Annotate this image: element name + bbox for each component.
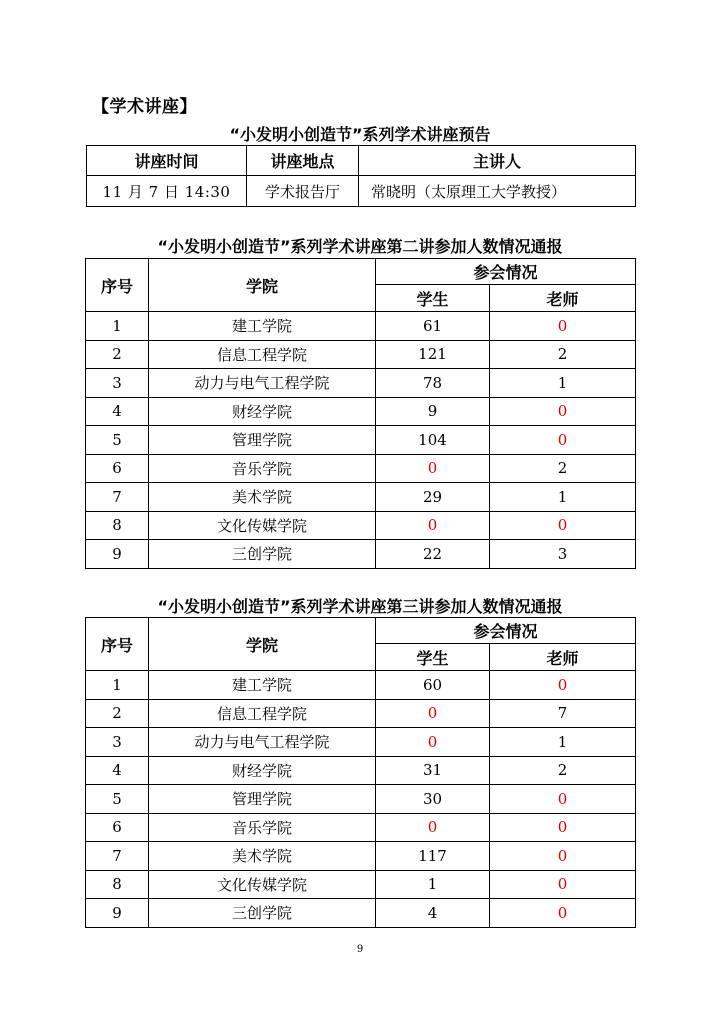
teacher-count: 0 (490, 785, 636, 814)
header-college: 学院 (149, 259, 376, 312)
table-row (86, 813, 636, 842)
table-row (86, 756, 636, 785)
teacher-count: 0 (490, 870, 636, 899)
page-number: 9 (356, 944, 364, 955)
student-count: 31 (376, 756, 490, 785)
student-count: 9 (376, 397, 490, 426)
table-row (86, 728, 636, 757)
section-label: 【学术讲座】 (92, 97, 197, 117)
table2-title: “小发明小创造节”系列学术讲座第二讲参加人数情况通报 (157, 237, 563, 256)
lecture-notice-table (86, 145, 636, 207)
row-index: 2 (86, 699, 149, 728)
student-count: 61 (376, 312, 490, 341)
teacher-count: 2 (490, 340, 636, 369)
row-index: 4 (86, 756, 149, 785)
table-row (86, 511, 636, 540)
student-count: 1 (376, 870, 490, 899)
row-index: 9 (86, 540, 149, 569)
teacher-count: 1 (490, 728, 636, 757)
attendance-table-lecture-3 (85, 617, 636, 928)
table-row (86, 340, 636, 369)
row-index: 4 (86, 397, 149, 426)
header-index: 序号 (86, 259, 149, 312)
table-row (86, 671, 636, 700)
college-name: 文化传媒学院 (149, 870, 376, 899)
row-index: 9 (86, 899, 149, 928)
college-name: 管理学院 (149, 426, 376, 455)
student-count: 0 (376, 728, 490, 757)
header-students: 学生 (376, 285, 490, 312)
student-count: 60 (376, 671, 490, 700)
student-count: 0 (376, 699, 490, 728)
table-row (86, 397, 636, 426)
college-name: 建工学院 (149, 671, 376, 700)
row-index: 7 (86, 842, 149, 871)
table-row (86, 870, 636, 899)
teacher-count: 2 (490, 454, 636, 483)
teacher-count: 0 (490, 842, 636, 871)
header-lecture-time: 讲座时间 (87, 146, 247, 176)
student-count: 117 (376, 842, 490, 871)
table-row (86, 483, 636, 512)
college-name: 美术学院 (149, 842, 376, 871)
row-index: 1 (86, 671, 149, 700)
student-count: 0 (376, 813, 490, 842)
college-name: 三创学院 (149, 540, 376, 569)
header-index: 序号 (86, 618, 149, 671)
teacher-count: 3 (490, 540, 636, 569)
header-speaker: 主讲人 (359, 146, 636, 176)
student-count: 22 (376, 540, 490, 569)
teacher-count: 0 (490, 899, 636, 928)
student-count: 30 (376, 785, 490, 814)
teacher-count: 0 (490, 426, 636, 455)
attendance-table-lecture-2 (85, 258, 636, 569)
college-name: 文化传媒学院 (149, 511, 376, 540)
header-teachers: 老师 (490, 644, 636, 671)
student-count: 78 (376, 369, 490, 398)
row-index: 2 (86, 340, 149, 369)
college-name: 美术学院 (149, 483, 376, 512)
table-row (86, 540, 636, 569)
student-count: 0 (376, 511, 490, 540)
college-name: 音乐学院 (149, 813, 376, 842)
college-name: 信息工程学院 (149, 340, 376, 369)
table-row (86, 899, 636, 928)
student-count: 29 (376, 483, 490, 512)
lecture-time: 11 月 7 日 14:30 (87, 176, 247, 207)
table-row (86, 699, 636, 728)
row-index: 8 (86, 511, 149, 540)
table-row (86, 842, 636, 871)
row-index: 3 (86, 369, 149, 398)
header-college: 学院 (149, 618, 376, 671)
student-count: 0 (376, 454, 490, 483)
student-count: 104 (376, 426, 490, 455)
student-count: 121 (376, 340, 490, 369)
teacher-count: 2 (490, 756, 636, 785)
college-name: 财经学院 (149, 397, 376, 426)
row-index: 5 (86, 785, 149, 814)
row-index: 6 (86, 454, 149, 483)
table3-title: “小发明小创造节”系列学术讲座第三讲参加人数情况通报 (157, 597, 563, 616)
header-teachers: 老师 (490, 285, 636, 312)
teacher-count: 0 (490, 671, 636, 700)
college-name: 动力与电气工程学院 (149, 369, 376, 398)
teacher-count: 7 (490, 699, 636, 728)
row-index: 5 (86, 426, 149, 455)
college-name: 建工学院 (149, 312, 376, 341)
header-lecture-place: 讲座地点 (247, 146, 359, 176)
table-row (86, 369, 636, 398)
header-students: 学生 (376, 644, 490, 671)
teacher-count: 1 (490, 369, 636, 398)
row-index: 7 (86, 483, 149, 512)
table-row (86, 312, 636, 341)
lecture-notice-title: “小发明小创造节”系列学术讲座预告 (229, 125, 491, 144)
teacher-count: 1 (490, 483, 636, 512)
lecture-place: 学术报告厅 (247, 176, 359, 207)
college-name: 管理学院 (149, 785, 376, 814)
row-index: 8 (86, 870, 149, 899)
college-name: 动力与电气工程学院 (149, 728, 376, 757)
header-attendance: 参会情况 (376, 618, 636, 644)
table-row (86, 426, 636, 455)
teacher-count: 0 (490, 511, 636, 540)
row-index: 6 (86, 813, 149, 842)
row-index: 3 (86, 728, 149, 757)
table-row (86, 785, 636, 814)
college-name: 信息工程学院 (149, 699, 376, 728)
table-row (86, 454, 636, 483)
lecture-row (87, 176, 636, 207)
header-attendance: 参会情况 (376, 259, 636, 285)
teacher-count: 0 (490, 813, 636, 842)
college-name: 音乐学院 (149, 454, 376, 483)
teacher-count: 0 (490, 312, 636, 341)
lecture-speaker: 常晓明（太原理工大学教授） (359, 176, 636, 207)
college-name: 三创学院 (149, 899, 376, 928)
row-index: 1 (86, 312, 149, 341)
teacher-count: 0 (490, 397, 636, 426)
college-name: 财经学院 (149, 756, 376, 785)
student-count: 4 (376, 899, 490, 928)
